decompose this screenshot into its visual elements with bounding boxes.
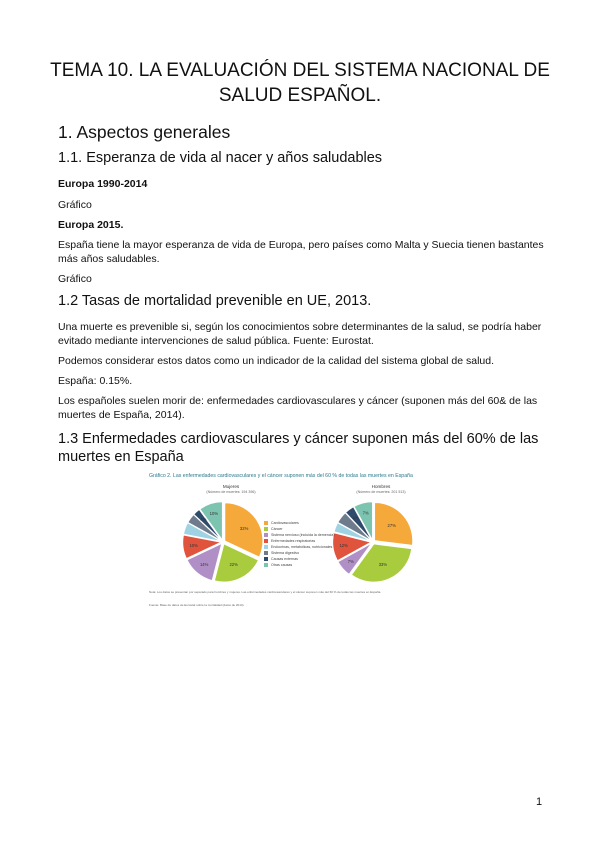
chart-note: Nota: Los datos se presentan por separado para hombres y mujeres. Las enfermedades cardiovasculares y el cáncer suponen más del 60 % de todas las muertes en España. [149, 590, 382, 594]
legend-label: Otras causas [271, 563, 293, 567]
section-1-2-heading: 1.2 Tasas de mortalidad prevenible en UE, 2013. [58, 293, 372, 309]
pie-subtitle-women: (Número de muertes: 194 396) [206, 490, 256, 494]
pie-label-mujeres-2: 14% [199, 562, 209, 568]
section-1-1-heading: 1.1. Esperanza de vida al nacer y años saludables [58, 150, 383, 166]
spain-rate: España: 0.15%. [58, 375, 133, 387]
chart-title: Gráfico 2. Las enfermedades cardiovasculares y el cáncer suponen más del 60 % de todas las muertes en España [149, 473, 413, 479]
europe-1990-label: Europa 1990-2014 [58, 178, 148, 190]
document-title: TEMA 10. LA EVALUACIÓN DEL SISTEMA NACIONAL DE SALUD ESPAÑOL. [50, 60, 550, 106]
legend-label: Sistema nervioso (incluida la demencia) [271, 533, 335, 537]
legend-swatch [264, 551, 268, 554]
legend-swatch [264, 557, 268, 560]
pie-title-men: Hombres [371, 484, 391, 489]
section-1-3-heading: 1.3 Enfermedades cardiovasculares y cáncer suponen más del 60% de las muertes en España [58, 431, 539, 465]
mortality-figure [145, 470, 455, 620]
pie-label-mujeres-0: 32% [239, 525, 249, 531]
pie-label-hombres-7: 7% [362, 510, 369, 516]
spaniards-paragraph: Los españoles suelen morir de: enfermedades cardiovasculares y cáncer (suponen más del 60& de las muertes de España, 2014). [58, 395, 538, 421]
section-1-heading: 1. Aspectos generales [58, 122, 231, 142]
legend-swatch [264, 563, 268, 566]
legend-label: Cardiovasculares [271, 521, 299, 525]
grafico-placeholder-1: Gráfico [58, 199, 92, 211]
legend-swatch [264, 545, 268, 548]
pie-label-hombres-6: 4% [352, 515, 359, 521]
pie-label-hombres-3: 12% [339, 543, 348, 549]
legend-label: Causas externas [271, 557, 298, 561]
pie-subtitle-men: (Número de muertes: 201 513) [356, 490, 406, 494]
pie-label-hombres-1: 33% [378, 562, 388, 568]
chart-source: Fuente: Base de datos de Eurostat sobre la mortalidad (datos de 2014). [149, 603, 245, 607]
legend-swatch [264, 533, 268, 536]
indicator-paragraph: Podemos considerar estos datos como un indicador de la calidad del sistema global de salud. [58, 355, 495, 367]
grafico-placeholder-2: Gráfico [58, 273, 92, 285]
legend-label: Sistema digestivo [271, 551, 300, 555]
europe-2015-label: Europa 2015. [58, 219, 124, 231]
pie-title-women: Mujeres [222, 484, 240, 489]
legend-label: Cáncer [271, 527, 283, 531]
legend-label: Enfermedades respiratorias [271, 539, 316, 543]
pie-label-mujeres-1: 22% [229, 561, 238, 567]
legend-swatch [264, 527, 268, 530]
pie-label-hombres-2: 7% [347, 558, 354, 564]
spain-life-paragraph: España tiene la mayor esperanza de vida de Europa, pero países como Malta y Suecia tienen bastantes más años saludables. [58, 239, 544, 265]
pie-label-mujeres-7: 10% [209, 511, 219, 517]
chart-legend [264, 520, 335, 568]
preventable-paragraph: Una muerte es prevenible si, según los conocimientos sobre determinantes de la salud, se podría haber evitado mediante intervenciones de salud pública. Fuente: Eurostat. [58, 321, 542, 347]
pie-label-mujeres-3: 10% [189, 543, 198, 549]
pie-label-mujeres-6: 4% [200, 517, 207, 523]
legend-label: Endocrinas, metabólicas, nutricionales [271, 545, 333, 549]
legend-item [264, 562, 335, 568]
legend-swatch [264, 539, 268, 542]
page-number: 1 [536, 796, 543, 808]
legend-swatch [264, 521, 268, 524]
pie-label-hombres-0: 27% [387, 522, 396, 528]
